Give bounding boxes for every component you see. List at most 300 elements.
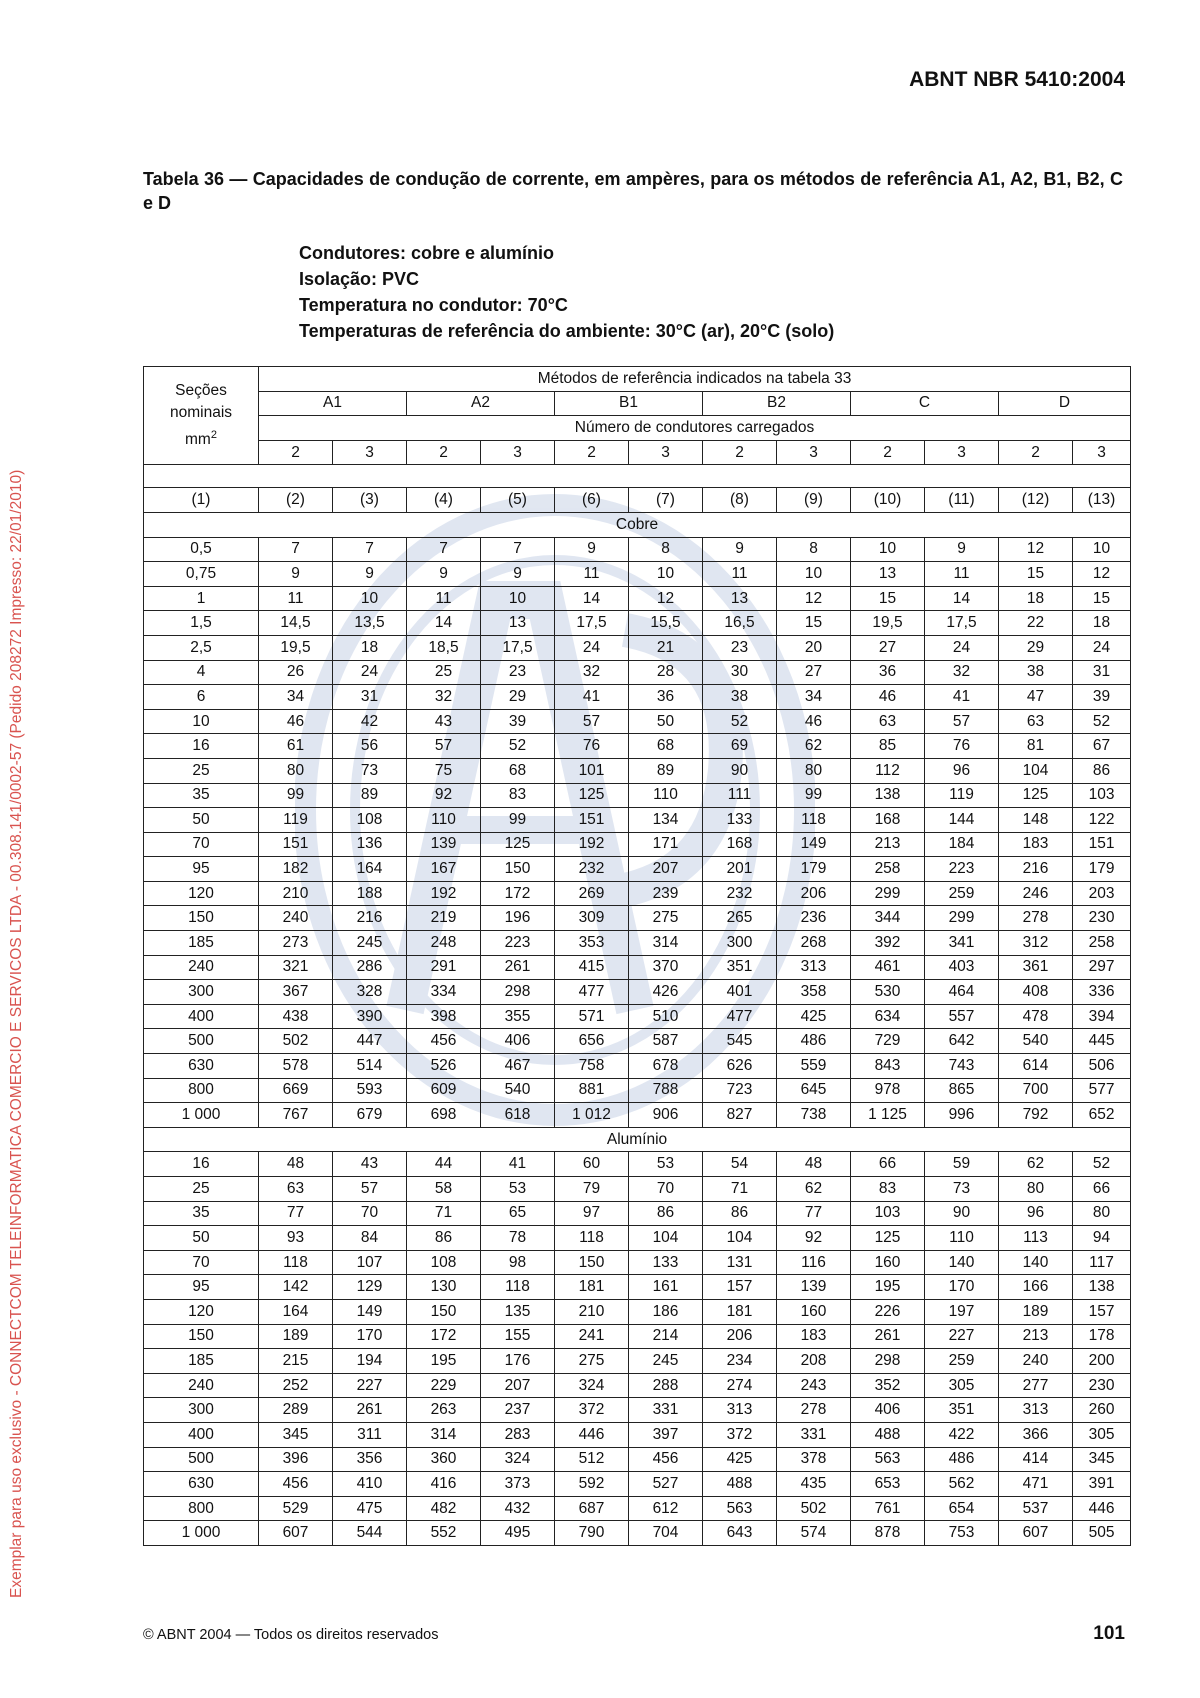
ampacity-cell: 166	[999, 1275, 1073, 1300]
section-size-cell: 240	[144, 1373, 259, 1398]
ampacity-cell: 30	[703, 660, 777, 685]
ampacity-cell: 186	[629, 1299, 703, 1324]
ampacity-cell: 214	[629, 1324, 703, 1349]
ampacity-cell: 392	[851, 931, 925, 956]
ampacity-cell: 241	[555, 1324, 629, 1349]
ampacity-cell: 373	[481, 1472, 555, 1497]
ampacity-cell: 76	[925, 734, 999, 759]
ampacity-cell: 334	[407, 980, 481, 1005]
footer-copyright: © ABNT 2004 — Todos os direitos reservados	[143, 1627, 439, 1643]
section-size-cell: 630	[144, 1054, 259, 1079]
ampacity-cell: 414	[999, 1447, 1073, 1472]
ampacity-cell: 477	[555, 980, 629, 1005]
ampacity-cell: 263	[407, 1398, 481, 1423]
ampacity-cell: 289	[259, 1398, 333, 1423]
ampacity-cell: 57	[925, 709, 999, 734]
ampacity-cell: 48	[259, 1152, 333, 1177]
ampacity-cell: 219	[407, 906, 481, 931]
ampacity-cell: 698	[407, 1103, 481, 1128]
ampacity-cell: 213	[999, 1324, 1073, 1349]
ampacity-cell: 77	[777, 1201, 851, 1226]
ampacity-cell: 116	[777, 1250, 851, 1275]
conductor-count-header: Número de condutores carregados	[259, 416, 1131, 441]
ampacity-cell: 545	[703, 1029, 777, 1054]
ampacity-cell: 50	[629, 709, 703, 734]
section-size-cell: 300	[144, 1398, 259, 1423]
ampacity-cell: 63	[259, 1177, 333, 1202]
ampacity-cell: 11	[925, 562, 999, 587]
ampacity-cell: 313	[703, 1398, 777, 1423]
ampacity-cell: 178	[1073, 1324, 1131, 1349]
ampacity-cell: 48	[777, 1152, 851, 1177]
ampacity-cell: 54	[703, 1152, 777, 1177]
ampacity-cell: 41	[925, 685, 999, 710]
ampacity-cell: 103	[1073, 783, 1131, 808]
secoes-header-line-1: Seções	[175, 382, 227, 400]
section-size-cell: 150	[144, 1324, 259, 1349]
ampacity-cell: 216	[333, 906, 407, 931]
ampacity-cell: 57	[555, 709, 629, 734]
ampacity-cell: 142	[259, 1275, 333, 1300]
ampacity-cell: 42	[333, 709, 407, 734]
ampacity-cell: 743	[925, 1054, 999, 1079]
section-size-cell: 2,5	[144, 635, 259, 660]
ampacity-cell: 151	[1073, 832, 1131, 857]
ampacity-cell: 502	[777, 1496, 851, 1521]
ampacity-cell: 34	[259, 685, 333, 710]
ampacity-cell: 475	[333, 1496, 407, 1521]
ampacity-cell: 372	[555, 1398, 629, 1423]
ampacity-cell: 540	[999, 1029, 1073, 1054]
ampacity-cell: 31	[333, 685, 407, 710]
ampacity-cell: 245	[629, 1349, 703, 1374]
ampacity-cell: 36	[851, 660, 925, 685]
table-row	[144, 980, 1131, 1005]
ampacity-cell: 397	[629, 1422, 703, 1447]
ampacity-cell: 155	[481, 1324, 555, 1349]
table-row	[144, 1275, 1131, 1300]
ampacity-cell: 9	[407, 562, 481, 587]
ampacity-table	[143, 366, 1131, 1546]
ampacity-cell: 792	[999, 1103, 1073, 1128]
column-number-cell: (8)	[703, 488, 777, 513]
ampacity-cell: 32	[925, 660, 999, 685]
ampacity-cell: 232	[703, 881, 777, 906]
ampacity-cell: 574	[777, 1521, 851, 1546]
ampacity-cell: 68	[629, 734, 703, 759]
ampacity-cell: 47	[999, 685, 1073, 710]
ampacity-cell: 248	[407, 931, 481, 956]
ampacity-cell: 139	[777, 1275, 851, 1300]
ampacity-cell: 99	[259, 783, 333, 808]
ampacity-cell: 482	[407, 1496, 481, 1521]
ampacity-cell: 192	[555, 832, 629, 857]
ampacity-cell: 275	[555, 1349, 629, 1374]
conductor-count-cell: 3	[777, 440, 851, 465]
ampacity-cell: 996	[925, 1103, 999, 1128]
methods-row	[144, 391, 1131, 416]
ampacity-cell: 351	[925, 1398, 999, 1423]
ampacity-cell: 140	[999, 1250, 1073, 1275]
ampacity-cell: 544	[333, 1521, 407, 1546]
ampacity-cell: 197	[925, 1299, 999, 1324]
ampacity-cell: 7	[481, 537, 555, 562]
ampacity-cell: 240	[999, 1349, 1073, 1374]
ampacity-cell: 29	[481, 685, 555, 710]
ampacity-cell: 643	[703, 1521, 777, 1546]
ampacity-cell: 344	[851, 906, 925, 931]
ampacity-cell: 309	[555, 906, 629, 931]
ampacity-cell: 60	[555, 1152, 629, 1177]
ampacity-cell: 194	[333, 1349, 407, 1374]
ampacity-cell: 687	[555, 1496, 629, 1521]
ampacity-cell: 277	[999, 1373, 1073, 1398]
conductor-count-cell: 3	[629, 440, 703, 465]
column-number-cell: (7)	[629, 488, 703, 513]
ampacity-cell: 9	[259, 562, 333, 587]
ampacity-cell: 160	[777, 1299, 851, 1324]
ampacity-cell: 101	[555, 758, 629, 783]
column-number-cell: (11)	[925, 488, 999, 513]
table-row	[144, 1029, 1131, 1054]
ampacity-cell: 12	[777, 586, 851, 611]
ampacity-cell: 83	[481, 783, 555, 808]
ampacity-cell: 24	[333, 660, 407, 685]
table-row	[144, 1324, 1131, 1349]
ampacity-cell: 71	[703, 1177, 777, 1202]
table-row	[144, 1103, 1131, 1128]
ampacity-cell: 345	[1073, 1447, 1131, 1472]
ampacity-cell: 93	[259, 1226, 333, 1251]
table-row	[144, 783, 1131, 808]
section-size-cell: 25	[144, 758, 259, 783]
ampacity-cell: 86	[1073, 758, 1131, 783]
ampacity-cell: 415	[555, 955, 629, 980]
condition-insulation: Isolação: PVC	[299, 269, 420, 289]
ampacity-cell: 38	[703, 685, 777, 710]
ampacity-cell: 12	[1073, 562, 1131, 587]
ampacity-cell: 111	[703, 783, 777, 808]
ampacity-cell: 86	[407, 1226, 481, 1251]
table-row	[144, 1422, 1131, 1447]
section-size-cell: 800	[144, 1496, 259, 1521]
ampacity-cell: 110	[407, 808, 481, 833]
ampacity-cell: 188	[333, 881, 407, 906]
ampacity-cell: 41	[555, 685, 629, 710]
ampacity-cell: 239	[629, 881, 703, 906]
ampacity-cell: 83	[851, 1177, 925, 1202]
ampacity-cell: 467	[481, 1054, 555, 1079]
section-size-cell: 1,5	[144, 611, 259, 636]
ampacity-cell: 157	[1073, 1299, 1131, 1324]
ampacity-cell: 230	[1073, 906, 1131, 931]
column-number-cell: (9)	[777, 488, 851, 513]
ampacity-cell: 563	[703, 1496, 777, 1521]
ampacity-cell: 366	[999, 1422, 1073, 1447]
ampacity-cell: 314	[407, 1422, 481, 1447]
ampacity-cell: 767	[259, 1103, 333, 1128]
ampacity-cell: 252	[259, 1373, 333, 1398]
ampacity-cell: 119	[925, 783, 999, 808]
ampacity-cell: 394	[1073, 1004, 1131, 1029]
ampacity-cell: 360	[407, 1447, 481, 1472]
ampacity-cell: 150	[555, 1250, 629, 1275]
ampacity-cell: 208	[777, 1349, 851, 1374]
ampacity-cell: 43	[333, 1152, 407, 1177]
ampacity-cell: 361	[999, 955, 1073, 980]
ampacity-cell: 324	[555, 1373, 629, 1398]
ampacity-cell: 245	[333, 931, 407, 956]
ampacity-cell: 345	[259, 1422, 333, 1447]
ampacity-cell: 552	[407, 1521, 481, 1546]
ampacity-cell: 39	[1073, 685, 1131, 710]
ampacity-cell: 17,5	[481, 635, 555, 660]
ampacity-cell: 563	[851, 1447, 925, 1472]
ampacity-cell: 305	[1073, 1422, 1131, 1447]
ampacity-cell: 456	[629, 1447, 703, 1472]
ampacity-cell: 172	[481, 881, 555, 906]
ampacity-cell: 207	[629, 857, 703, 882]
section-size-cell: 400	[144, 1004, 259, 1029]
ampacity-cell: 117	[1073, 1250, 1131, 1275]
ampacity-cell: 370	[629, 955, 703, 980]
ampacity-cell: 10	[629, 562, 703, 587]
ampacity-cell: 134	[629, 808, 703, 833]
ampacity-cell: 237	[481, 1398, 555, 1423]
section-size-cell: 300	[144, 980, 259, 1005]
ampacity-cell: 44	[407, 1152, 481, 1177]
ampacity-cell: 113	[999, 1226, 1073, 1251]
conductor-count-cell: 3	[1073, 440, 1131, 465]
ampacity-cell: 15	[851, 586, 925, 611]
ampacity-cell: 878	[851, 1521, 925, 1546]
section-size-cell: 95	[144, 857, 259, 882]
section-size-cell: 70	[144, 832, 259, 857]
ampacity-cell: 26	[259, 660, 333, 685]
ampacity-cell: 229	[407, 1373, 481, 1398]
table-row	[144, 685, 1131, 710]
ampacity-cell: 96	[999, 1201, 1073, 1226]
ampacity-cell: 286	[333, 955, 407, 980]
section-size-cell: 240	[144, 955, 259, 980]
ampacity-cell: 110	[629, 783, 703, 808]
ampacity-cell: 104	[703, 1226, 777, 1251]
ampacity-cell: 148	[999, 808, 1073, 833]
ampacity-cell: 52	[1073, 1152, 1131, 1177]
ampacity-cell: 324	[481, 1447, 555, 1472]
section-size-cell: 500	[144, 1447, 259, 1472]
ampacity-cell: 161	[629, 1275, 703, 1300]
ampacity-cell: 314	[629, 931, 703, 956]
ampacity-cell: 181	[703, 1299, 777, 1324]
ampacity-cell: 653	[851, 1472, 925, 1497]
ampacity-cell: 456	[259, 1472, 333, 1497]
ampacity-cell: 135	[481, 1299, 555, 1324]
ampacity-cell: 11	[259, 586, 333, 611]
ampacity-cell: 90	[925, 1201, 999, 1226]
ampacity-cell: 283	[481, 1422, 555, 1447]
column-number-cell: (3)	[333, 488, 407, 513]
ampacity-cell: 7	[407, 537, 481, 562]
column-number-cell: (12)	[999, 488, 1073, 513]
ampacity-cell: 27	[777, 660, 851, 685]
ampacity-cell: 81	[999, 734, 1073, 759]
ampacity-cell: 391	[1073, 1472, 1131, 1497]
ampacity-cell: 104	[999, 758, 1073, 783]
ampacity-cell: 139	[407, 832, 481, 857]
ampacity-cell: 144	[925, 808, 999, 833]
material-header-row	[144, 512, 1131, 537]
ampacity-cell: 24	[555, 635, 629, 660]
method-b2: B2	[703, 391, 851, 416]
material-label: Alumínio	[144, 1127, 1131, 1152]
section-size-cell: 25	[144, 1177, 259, 1202]
ampacity-cell: 77	[259, 1201, 333, 1226]
ampacity-cell: 502	[259, 1029, 333, 1054]
section-size-cell: 35	[144, 1201, 259, 1226]
table-row	[144, 1398, 1131, 1423]
ampacity-cell: 790	[555, 1521, 629, 1546]
ampacity-cell: 11	[703, 562, 777, 587]
ampacity-cell: 206	[777, 881, 851, 906]
ampacity-cell: 73	[333, 758, 407, 783]
ampacity-cell: 321	[259, 955, 333, 980]
ampacity-cell: 32	[407, 685, 481, 710]
ampacity-cell: 18	[999, 586, 1073, 611]
ampacity-cell: 150	[481, 857, 555, 882]
section-size-cell: 10	[144, 709, 259, 734]
ampacity-cell: 18	[1073, 611, 1131, 636]
ampacity-cell: 65	[481, 1201, 555, 1226]
ampacity-cell: 195	[407, 1349, 481, 1374]
column-numbers-row	[144, 488, 1131, 513]
table-row	[144, 1152, 1131, 1177]
ampacity-cell: 157	[703, 1275, 777, 1300]
ampacity-cell: 130	[407, 1275, 481, 1300]
ampacity-cell: 168	[703, 832, 777, 857]
ampacity-cell: 527	[629, 1472, 703, 1497]
ampacity-cell: 729	[851, 1029, 925, 1054]
ampacity-cell: 506	[1073, 1054, 1131, 1079]
ampacity-cell: 367	[259, 980, 333, 1005]
ampacity-cell: 464	[925, 980, 999, 1005]
section-size-cell: 95	[144, 1275, 259, 1300]
ampacity-cell: 416	[407, 1472, 481, 1497]
ampacity-cell: 406	[481, 1029, 555, 1054]
ampacity-cell: 15	[1073, 586, 1131, 611]
ampacity-cell: 71	[407, 1201, 481, 1226]
ampacity-cell: 1 012	[555, 1103, 629, 1128]
ampacity-cell: 80	[999, 1177, 1073, 1202]
ampacity-cell: 70	[629, 1177, 703, 1202]
ampacity-cell: 495	[481, 1521, 555, 1546]
ampacity-cell: 138	[1073, 1275, 1131, 1300]
table-row	[144, 857, 1131, 882]
ampacity-cell: 46	[851, 685, 925, 710]
section-size-cell: 16	[144, 1152, 259, 1177]
ampacity-cell: 652	[1073, 1103, 1131, 1128]
ampacity-cell: 642	[925, 1029, 999, 1054]
material-label: Cobre	[144, 512, 1131, 537]
table-row	[144, 881, 1131, 906]
ampacity-cell: 112	[851, 758, 925, 783]
ampacity-cell: 258	[1073, 931, 1131, 956]
ampacity-cell: 593	[333, 1078, 407, 1103]
ampacity-cell: 9	[481, 562, 555, 587]
ampacity-cell: 336	[1073, 980, 1131, 1005]
page-number: 101	[1093, 1623, 1125, 1644]
ampacity-cell: 110	[925, 1226, 999, 1251]
ampacity-cell: 246	[999, 881, 1073, 906]
ampacity-cell: 227	[333, 1373, 407, 1398]
methods-header: Métodos de referência indicados na tabela 33	[259, 367, 1131, 392]
ampacity-cell: 236	[777, 906, 851, 931]
ampacity-cell: 19,5	[851, 611, 925, 636]
ampacity-cell: 353	[555, 931, 629, 956]
ampacity-cell: 92	[407, 783, 481, 808]
ampacity-cell: 170	[333, 1324, 407, 1349]
ampacity-cell: 529	[259, 1496, 333, 1521]
ampacity-cell: 403	[925, 955, 999, 980]
ampacity-cell: 358	[777, 980, 851, 1005]
ampacity-cell: 66	[1073, 1177, 1131, 1202]
table-row	[144, 1054, 1131, 1079]
ampacity-cell: 827	[703, 1103, 777, 1128]
ampacity-cell: 151	[259, 832, 333, 857]
table-row	[144, 562, 1131, 587]
ampacity-cell: 761	[851, 1496, 925, 1521]
ampacity-cell: 216	[999, 857, 1073, 882]
ampacity-cell: 274	[703, 1373, 777, 1398]
table-row	[144, 906, 1131, 931]
standard-header: ABNT NBR 5410:2004	[909, 68, 1125, 91]
section-size-cell: 35	[144, 783, 259, 808]
ampacity-cell: 510	[629, 1004, 703, 1029]
ampacity-cell: 445	[1073, 1029, 1131, 1054]
ampacity-cell: 62	[777, 1177, 851, 1202]
method-c: C	[851, 391, 999, 416]
secoes-header-line-2: nominais	[169, 404, 233, 422]
ampacity-cell: 89	[629, 758, 703, 783]
ampacity-cell: 107	[333, 1250, 407, 1275]
section-size-cell: 120	[144, 881, 259, 906]
table-row	[144, 611, 1131, 636]
ampacity-cell: 410	[333, 1472, 407, 1497]
ampacity-cell: 260	[1073, 1398, 1131, 1423]
ampacity-cell: 70	[333, 1201, 407, 1226]
ampacity-cell: 328	[333, 980, 407, 1005]
ampacity-cell: 80	[259, 758, 333, 783]
ampacity-cell: 78	[481, 1226, 555, 1251]
ampacity-cell: 258	[851, 857, 925, 882]
ampacity-cell: 43	[407, 709, 481, 734]
section-size-cell: 500	[144, 1029, 259, 1054]
ampacity-cell: 700	[999, 1078, 1073, 1103]
ampacity-cell: 10	[777, 562, 851, 587]
ampacity-cell: 331	[777, 1422, 851, 1447]
ampacity-cell: 300	[703, 931, 777, 956]
ampacity-cell: 24	[1073, 635, 1131, 660]
ampacity-cell: 13	[703, 586, 777, 611]
ampacity-cell: 213	[851, 832, 925, 857]
ampacity-cell: 62	[777, 734, 851, 759]
ampacity-cell: 352	[851, 1373, 925, 1398]
ampacity-cell: 656	[555, 1029, 629, 1054]
conductor-count-cell: 2	[999, 440, 1073, 465]
ampacity-cell: 140	[925, 1250, 999, 1275]
ampacity-cell: 331	[629, 1398, 703, 1423]
ampacity-cell: 426	[629, 980, 703, 1005]
